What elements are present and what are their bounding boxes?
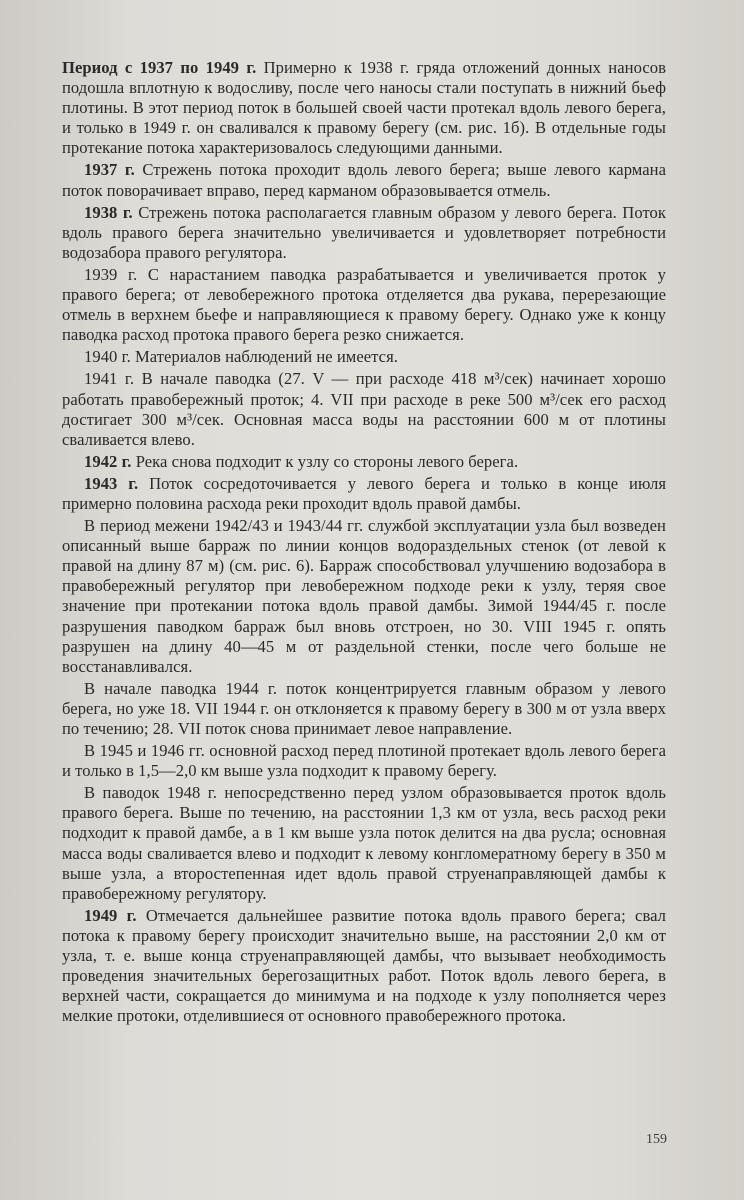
paragraph-7 [62,452,666,472]
paragraph-11-text: В 1945 и 1946 гг. основной расход перед плотиной протекает вдоль левого берега и только в 1,5—2,0 км выше узла подходит к правому берегу. [62,741,666,781]
paragraph-6 [62,369,666,449]
paragraph-7-lead: 1942 г. [84,451,132,471]
paragraph-1 [62,58,666,158]
paragraph-13-lead: 1949 г. [84,905,137,925]
paragraph-1-lead: Период с 1937 по 1949 г. [62,58,257,77]
paragraph-4 [62,265,666,345]
paragraph-5 [62,347,666,367]
paragraph-13-text: Отмечается дальнейшее развитие потока вдоль правого берега; свал потока к правому берегу происходит значительно выше, на расстоянии 2,0 км от узла, т. е. выше конца струенаправляющей дамбы, что вызывает необходимость проведения значительных берегозащитных работ. Поток вдоль левого берега, в верхней части, сокращается до минимума и на подходе к узлу пополняется через мелкие протоки, отделившиеся от основного правобережного протока. [62,905,667,1026]
paragraph-10 [62,679,666,739]
paragraph-9-text: В период межени 1942/43 и 1943/44 гг. службой эксплуатации узла был возведен описанный выше барраж по линии концов водораздельных стенок (от левой к правой на длину 87 м) (см. рис. 6). Барраж способствовал улучшению водозабора в правобережный регулятор при левобережном подходе реки к узлу, теряя свое значение при протекании потока вдоль правой дамбы. Зимой 1944/45 г. после разрушения паводком барраж был вновь отстроен, но 30. VIII 1945 г. опять разрушен на длину 40—45 м от раздельной стенки, после чего больше не восстанавливался. [62,516,666,676]
paragraph-12-text: В паводок 1948 г. непосредственно перед узлом образовывается проток вдоль правого берега. Выше по течению, на расстоянии 1,3 км от узла, весь расход реки подходит к правой дамбе, а в 1 км выше узла поток делится на два русла; основная масса воды сваливается влево и подходит к левому конгломератному берегу в 350 м выше узла, а второстепенная идет вдоль правой струенаправляющей дамбы к правобережному регулятору. [62,783,666,903]
paragraph-10-text: В начале паводка 1944 г. поток концентрируется главным образом у левого берега, но уже 18. VII 1944 г. он отклоняется к правому берегу в 300 м от узла вверх по течению; 28. VII поток снова принимает левое направление. [62,678,666,738]
paragraph-8-lead: 1943 г. [84,473,139,493]
paragraph-3-text: Стрежень потока располагается главным образом у левого берега. Поток вдоль правого берега значительно увеличивается и удовлетворяет потребности водозабора правого регулятора. [62,202,666,262]
paragraph-8 [62,474,666,514]
paragraph-5-text: 1940 г. Материалов наблюдений не имеется. [84,347,398,367]
body-text [62,58,666,1028]
paragraph-3 [62,203,666,263]
paragraph-2 [62,160,666,200]
paragraph-4-text: 1939 г. С нарастанием паводка разрабатывается и увеличивается проток у правого берега; от левобережного протока отделяется два рукава, перерезающие отмель в верхнем бьефе и направляющиеся к правому берегу. Однако уже к концу паводка расход протока правого берега резко снижается. [62,264,666,345]
paragraph-11 [62,741,666,781]
paragraph-13 [62,906,666,1027]
paragraph-12 [62,783,666,904]
paragraph-1-text: Примерно к 1938 г. гряда отложений донных наносов подошла вплотную к водосливу, после чего наносы стали поступать в нижний бьеф плотины. В этот период поток в большей своей части протекал вдоль левого берега, и только в 1949 г. он сваливался к правому берегу (см. рис. 1б). В отдельные годы протекание потока характеризовалось следующими данными. [62,58,666,158]
paragraph-3-lead: 1938 г. [84,202,133,222]
paragraph-7-text: Река снова подходит к узлу со стороны левого берега. [131,451,519,471]
paragraph-2-lead: 1937 г. [84,160,135,180]
page-number: 159 [646,1132,667,1147]
paragraph-6-text: 1941 г. В начале паводка (27. V — при расходе 418 м³/сек) начинает хорошо работать правобережный проток; 4. VII при расходе в реке 500 м³/сек его расход достигает 300 м³/сек. Основная масса воды на расстоянии 600 м от плотины сваливается влево. [62,369,666,449]
paragraph-2-text: Стрежень потока проходит вдоль левого берега; выше левого кармана поток поворачивает вправо, перед карманом образовывается отмель. [62,160,666,200]
paragraph-8-text: Поток сосредоточивается у левого берега и только в конце июля примерно половина расхода реки проходит вдоль правой дамбы. [62,473,667,513]
paragraph-9 [62,516,666,677]
